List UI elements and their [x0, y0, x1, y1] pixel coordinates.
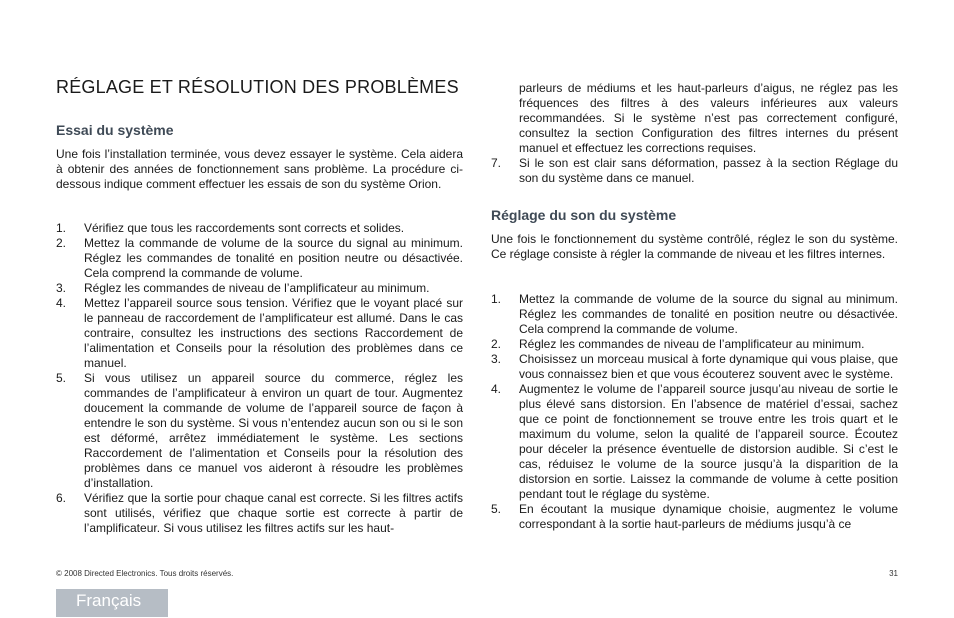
list-number: 2.: [56, 236, 67, 250]
section-heading-reglage: Réglage du son du système: [491, 207, 677, 223]
list-item: [56, 281, 463, 296]
list-item: [56, 296, 463, 371]
list-item-text: Augmentez le volume de l’appareil source jusqu’au niveau de sortie le plus élevé sans distorsion. En l’absence de matériel d’essai, sachez que ce point de fonctionnement se trouve entre les trois quart et le maximum du volume, selon la qualité de l’appareil source. Écoutez pour déceler la présence éventuelle de distorsion audible. Si c’est le cas, réduisez le volume de la source jusqu’à la disparition de la distorsion en sortie. Laissez la commande de volume à cette position pendant tout le réglage du système.: [519, 382, 898, 501]
list-item-text: Si le son est clair sans déformation, passez à la section Réglage du son du système dans ce manuel.: [519, 156, 898, 185]
list-item-text: Vérifiez que tous les raccordements sont corrects et solides.: [84, 221, 405, 235]
copyright-notice: © 2008 Directed Electronics. Tous droits réservés.: [56, 569, 234, 578]
list-number: 6.: [56, 491, 67, 505]
list-number: 5.: [491, 502, 502, 516]
section-intro-reglage: Une fois le fonctionnement du système contrôlé, réglez le son du système. Ce réglage consiste à régler la commande de niveau et les filtres internes.: [491, 232, 898, 261]
list-item: [491, 337, 898, 352]
list-number: 7.: [491, 156, 502, 170]
list-item: [491, 156, 898, 186]
list-item: [491, 382, 898, 502]
list-item-text: Si vous utilisez un appareil source du commerce, réglez les commandes de l’amplificateur à environ un quart de tour. Augmentez doucement la commande de volume de l’appareil source de façon à entendre le son du système. Si vous n’entendez aucun son ou si le son est déformé, arrêtez immédiatement le système. Les sections Raccordement de l’alimentation et Conseils pour la résolution des problèmes dans ce manuel vos aideront à résoudre les problèmes d’installation.: [84, 371, 463, 490]
list-number: 2.: [491, 337, 502, 351]
list-item-text: Réglez les commandes de niveau de l’amplificateur au minimum.: [84, 281, 430, 295]
list-item-text: Réglez les commandes de niveau de l’amplificateur au minimum.: [519, 337, 865, 351]
list-item-continuation: parleurs de médiums et les haut-parleurs d’aigus, ne réglez pas les fréquences des filtres à des valeurs inférieures aux valeurs recommandées. Si le système n’est pas correctement configuré, consultez la section Configuration des filtres internes du présent manuel et effectuez les corrections requises.: [519, 81, 898, 155]
list-item-text: Mettez la commande de volume de la source du signal au minimum. Réglez les commandes de tonalité en position neutre ou désactivée. Cela comprend la commande de volume.: [519, 292, 898, 336]
list-item: [491, 502, 898, 532]
list-item: [56, 371, 463, 491]
reglage-steps-list: [491, 292, 898, 532]
list-number: 1.: [491, 292, 502, 306]
list-number: 3.: [491, 352, 502, 366]
essai-steps-list: [56, 221, 463, 536]
list-number: 3.: [56, 281, 67, 295]
language-tab: Français: [56, 589, 168, 617]
list-item: [56, 491, 463, 536]
list-item: [491, 352, 898, 382]
list-number: 1.: [56, 221, 67, 235]
list-number: 4.: [491, 382, 502, 396]
list-item: [491, 292, 898, 337]
list-item-text: Mettez l’appareil source sous tension. Vérifiez que le voyant placé sur le panneau de raccordement de l’amplificateur est allumé. Dans le cas contraire, consultez les instructions des sections Raccordement de l’alimentation et Conseils pour la résolution des problèmes dans ce manuel.: [84, 296, 463, 370]
section-heading-essai: Essai du système: [56, 122, 174, 138]
essai-steps-list-continued: [491, 156, 898, 186]
list-number: 4.: [56, 296, 67, 310]
list-item-text: En écoutant la musique dynamique choisie, augmentez le volume correspondant à la sortie haut-parleurs de médiums jusqu’à ce: [519, 502, 898, 531]
page-title: RÉGLAGE ET RÉSOLUTION DES PROBLÈMES: [56, 77, 459, 97]
page-number: 31: [889, 569, 898, 578]
list-number: 5.: [56, 371, 67, 385]
list-item-text: Vérifiez que la sortie pour chaque canal est correcte. Si les filtres actifs sont utilisés, vérifiez que chaque sortie est correcte à partir de l’amplificateur. Si vous utilisez les filtres actifs sur les haut-: [84, 491, 463, 535]
list-item: [56, 236, 463, 281]
list-item-text: Choisissez un morceau musical à forte dynamique qui vous plaise, que vous connaissez bien et que vous écouterez souvent avec le système.: [519, 352, 898, 381]
list-item-text: Mettez la commande de volume de la source du signal au minimum. Réglez les commandes de tonalité en position neutre ou désactivée. Cela comprend la commande de volume.: [84, 236, 463, 280]
list-item: [56, 221, 463, 236]
section-intro-essai: Une fois l’installation terminée, vous devez essayer le système. Cela aidera à obtenir des années de fonctionnement sans problème. La procédure ci-dessous indique comment effectuer les essais de son du système Orion.: [56, 147, 463, 191]
